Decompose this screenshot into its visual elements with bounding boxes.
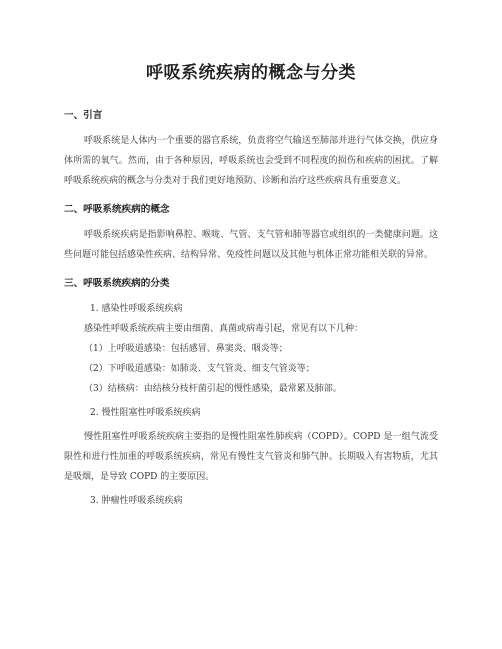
list-item: （1）上呼吸道感染：包括感冒、鼻窦炎、咽炎等； (84, 344, 288, 354)
section-introduction (64, 107, 438, 191)
subsection-heading: 1. 感染性呼吸系统疾病 (90, 304, 183, 314)
paragraph: 呼吸系统是人体内一个重要的器官系统，负责将空气输送至肺部并进行气体交换，供应身体所需的氧气。然而，由于各种原因，呼吸系统也会受到不同程度的损伤和疾病的困扰。了解呼吸系统疾病的概念与分类对于我们更好地预防、诊断和治疗这些疾病具有重要意义。 (64, 136, 438, 186)
section-heading: 三、呼吸系统疾病的分类 (64, 278, 170, 289)
list-item: （3）结核病：由结核分枝杆菌引起的慢性感染，最常累及肺部。 (84, 384, 342, 394)
document-title: 呼吸系统疾病的概念与分类 (146, 63, 356, 83)
subsection-heading: 3. 肿瘤性呼吸系统疾病 (90, 496, 183, 506)
document-content (64, 58, 438, 521)
section-heading: 二、呼吸系统疾病的概念 (64, 204, 170, 215)
subsection-heading: 2. 慢性阻塞性呼吸系统疾病 (90, 408, 201, 418)
paragraph: 呼吸系统疾病是指影响鼻腔、喉咙、气管、支气管和肺等器官或组织的一类健康问题。这些问题可能包括感染性疾病、结构异常、免疫性问题以及其他与机体正常功能相关联的异常。 (64, 230, 438, 260)
paragraph: 慢性阻塞性呼吸系统疾病主要指的是慢性阻塞性肺疾病（COPD）。COPD 是一组气流受限性和进行性加重的呼吸系统疾病，常见有慢性支气管炎和肺气肿。长期吸入有害物质，尤其是吸烟，是导致 COPD 的主要原因。 (64, 432, 438, 482)
list-item: （2）下呼吸道感染：如肺炎、支气管炎、细支气管炎等； (84, 364, 315, 374)
section-heading: 一、引言 (64, 110, 103, 121)
paragraph: 感染性呼吸系统疾病主要由细菌、真菌或病毒引起，常见有以下几种： (84, 324, 364, 334)
section-classification (64, 275, 438, 511)
section-concept (64, 201, 438, 265)
